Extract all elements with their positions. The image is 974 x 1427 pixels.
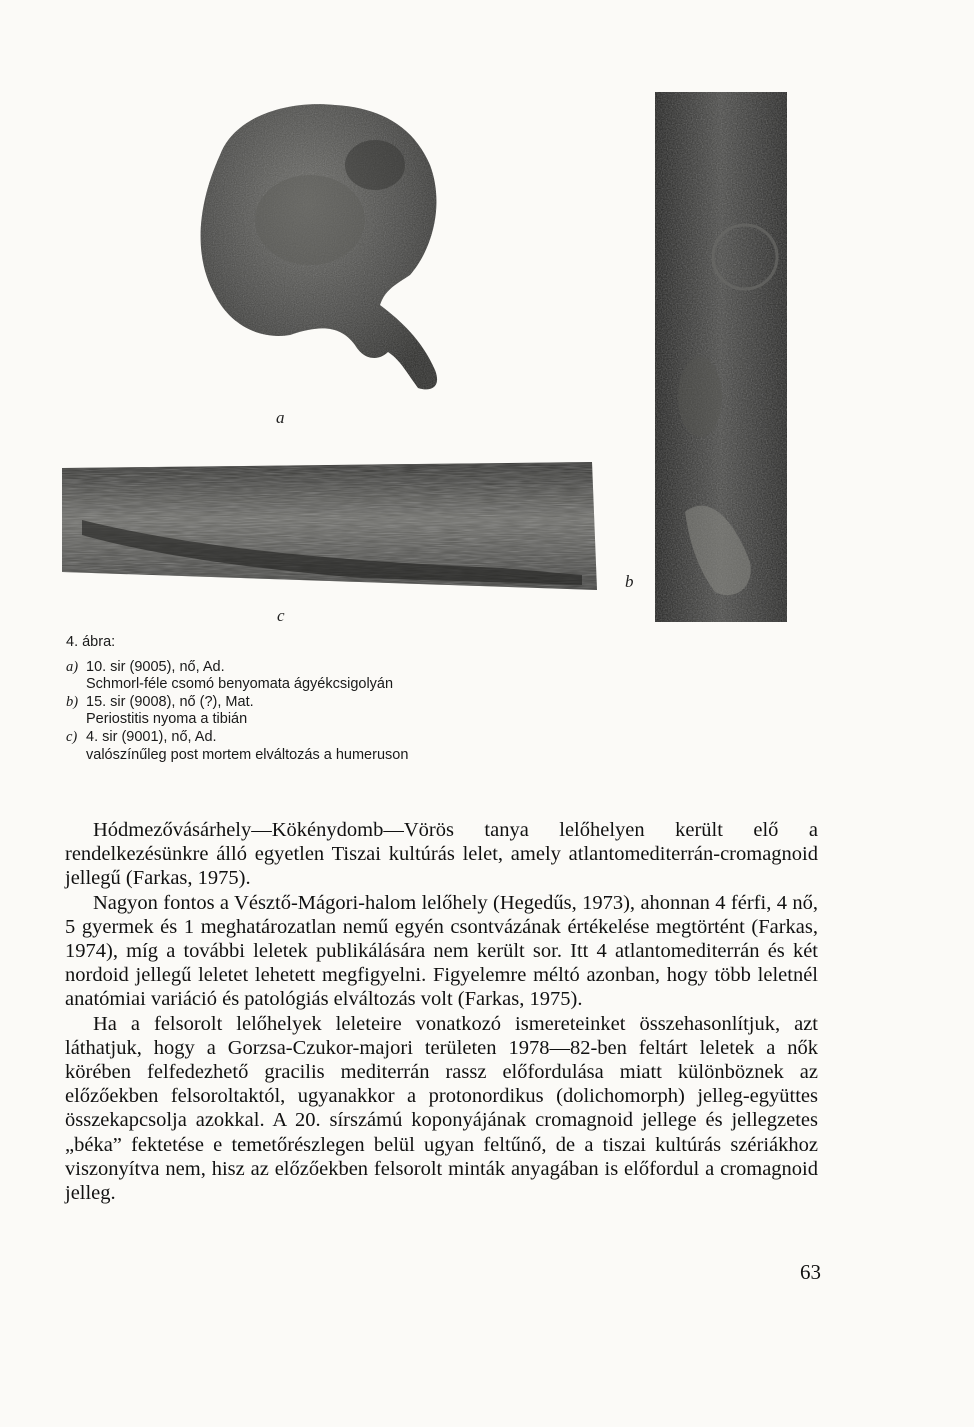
caption-line: Periostitis nyoma a tibián (86, 711, 248, 728)
humerus-photo (62, 450, 602, 600)
caption-line: Schmorl-féle csomó benyomata ágyékcsigolyán (86, 676, 394, 693)
caption-line: 15. sir (9008), nő (?), Mat. (86, 693, 254, 710)
caption-line: 4. sir (9001), nő, Ad. (86, 728, 217, 745)
caption-line: 10. sir (9005), nő, Ad. (86, 658, 225, 675)
caption-letter: c) (66, 728, 78, 745)
caption-item-c (66, 729, 506, 764)
caption-title: 4. ábra: (66, 634, 116, 650)
figure-caption (66, 634, 506, 764)
figure-label-a: a (276, 408, 285, 427)
body-text (65, 818, 818, 1205)
caption-item-b (66, 694, 506, 729)
figure-label-c: c (277, 606, 285, 625)
paragraph: Hódmezővásárhely—Kökénydomb—Vörös tanya lelőhelyen került elő a rendelkezésünkre álló egyetlen Tiszai kultúrás lelet, amely atlantomediterrán-cromagnoid jellegű (Farkas, 1975). (65, 819, 818, 890)
paragraph: Ha a felsorolt lelőhelyek leleteire vonatkozó ismereteinket összehasonlítjuk, azt láthatjuk, hogy a Gorzsa-Czukor-majori területen 1978—82-ben feltárt leletek a nők körében felfedezhető gracilis mediterrán rassz előfordulása miatt különböznek az előzőekben felsoroltaktól, ugyanakkor a protonordikus (dolichomorph) jelleg-együttes összekapcsolja azokkal. A 20. sírszámú koponyájának cromagnoid jellege és jellegzetes „béka” fektetése e temetőrészlegen belül ugyan feltűnő, de a tiszai kultúrás szériákhoz viszonyítva nem, hisz az előzőekben felsorolt minták anyagában is előfordul a cromagnoid jelleg. (65, 1012, 818, 1205)
caption-letter: a) (66, 658, 79, 675)
caption-item-a (66, 659, 506, 694)
figure-label-b: b (625, 572, 634, 591)
caption-line: valószínűleg post mortem elváltozás a humeruson (86, 746, 409, 763)
vertebra-photo (160, 70, 490, 430)
tibia-photo (655, 92, 787, 622)
paragraph: Nagyon fontos a Vésztő-Mágori-halom lelőhely (Hegedűs, 1973), ahonnan 4 férfi, 4 nő, 5 gyermek és 1 meghatározatlan nemű egyén csontvázának értékelése megtörtént (Farkas, 1974), míg a további leletek publikálására nem került sor. Itt 4 atlantomediterrán és két nordoid jellegű leletet lehetett megfigyelni. Figyelemre méltó azonban, hogy több leletnél anatómiai variáció és patológiás elváltozás volt (Farkas, 1975). (65, 891, 818, 1011)
caption-letter: b) (66, 693, 79, 710)
page-number: 63 (800, 1260, 821, 1284)
